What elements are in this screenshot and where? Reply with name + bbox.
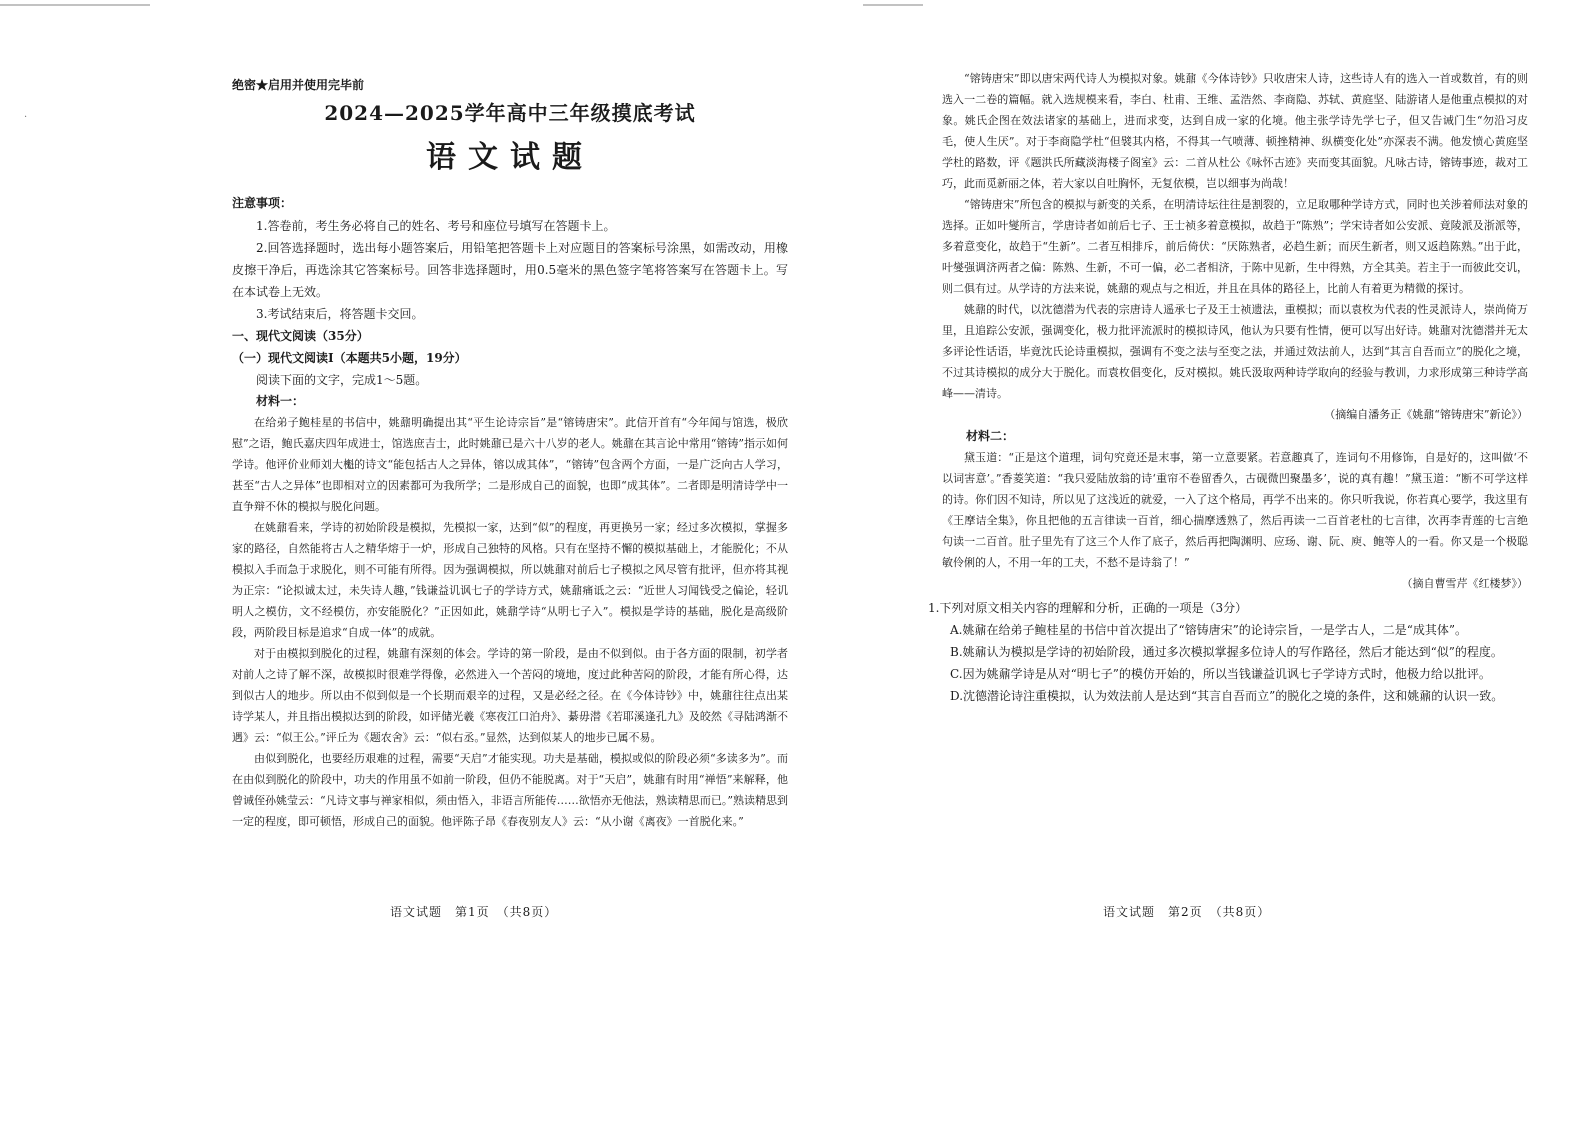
- question-stem: 1.下列对原文相关内容的理解和分析，正确的一项是（3分）: [928, 601, 1248, 615]
- notes-heading: 注意事项：: [232, 196, 293, 210]
- secret-label: 绝密★启用并使用完毕前: [232, 78, 365, 92]
- answer-option: B.姚鼐认为模拟是学诗的初始阶段，通过多次模拟掌握多位诗人的写作路径，然后才能达到“似”的程度。: [950, 645, 1503, 659]
- citation: （摘编自潘务正《姚鼐“镕铸唐宋”新论》）: [1324, 408, 1528, 421]
- answer-option: D.沈德潜论诗注重模拟，认为效法前人是达到“其言自吾而立”的脱化之境的条件，这和姚鼐的认识一致。: [950, 689, 1504, 703]
- page-footer: 语文试题 第2页 （共8页）: [1103, 905, 1271, 919]
- body-paragraph: 由似到脱化，也要经历艰难的过程，需要“天启”才能实现。功夫是基础，模拟或似的阶段必须“多读多为”。而在由似到脱化的阶段中，功夫的作用虽不如前一阶段，但仍不能脱离。对于“天启”，姚鼐有时用“禅悟”来解释，他曾诫侄孙姚莹云：“凡诗文事与禅家相似，须由悟入，非语言所能传……欲悟亦无他法，熟读精思而已。”熟读精思到一定的程度，即可顿悟，形成自己的面貌。他评陈子昂《春夜别友人》云：“从小谢《离夜》一首脱化来。”: [232, 752, 788, 828]
- section-heading: 一、现代文阅读（35分）: [232, 329, 369, 343]
- answer-option: C.因为姚鼐学诗是从对“明七子”的模仿开始的，所以当钱谦益讥讽七子学诗方式时，他极力给以批评。: [950, 667, 1491, 681]
- page-footer: 语文试题 第1页 （共8页）: [390, 905, 558, 919]
- reading-instruction: 阅读下面的文字，完成1～5题。: [256, 373, 428, 387]
- body-paragraph: 姚鼐的时代，以沈德潜为代表的宗唐诗人遥承七子及王士祯遗法，重模拟；而以袁枚为代表的性灵派诗人，崇尚倚万里，且追踪公安派，强调变化，极力批评流派时的模拟诗风，他认为只要有性情，便可以写出好诗。姚鼐对沈德潜并无太多评论性话语，毕竟沈氏论诗重模拟，强调有不变之法与至变之法，并通过效法前人，达到“其言自吾而立”的脱化之境，不过其诗模拟的成分大于脱化。而袁枚倡变化，反对模拟。姚氏汲取两种诗学取向的经验与教训，力求形成第三种诗学高峰——清诗。: [942, 303, 1528, 400]
- body-paragraph: 在给弟子鲍桂星的书信中，姚鼐明确提出其“平生论诗宗旨”是“镕铸唐宋”。此信开首有“今年闻与馆选，极欣慰”之语，鲍氏嘉庆四年成进士，馆选庶吉士，此时姚鼐已是六十八岁的老人。姚鼐在其言论中常用“镕铸”指示如何学诗。他评价业师刘大櫆的诗文“能包括古人之异体，镕以成其体”，“镕铸”包含两个方面，一是广泛向古人学习，甚至“古人之异体”也即相对立的因素都可为我所学；二是形成自己的面貌，也即“成其体”。二者即是明清诗学中一直争辩不休的模拟与脱化问题。: [232, 416, 788, 513]
- note-item: 3.考试结束后，将答题卡交回。: [256, 307, 424, 321]
- scan-noise: [863, 4, 923, 6]
- material-one-label: 材料一：: [256, 394, 305, 408]
- note-item: 2.回答选择题时，选出每小题答案后，用铅笔把答题卡上对应题目的答案标号涂黑，如需改动，用橡皮擦干净后，再选涂其它答案标号。回答非选择题时，用0.5毫米的黑色签字笔将答案写在答题卡上。写在本试卷上无效。: [232, 241, 788, 299]
- subject-title: 语文试题: [426, 140, 594, 175]
- material-two-label: 材料二：: [966, 429, 1015, 443]
- scan-noise: [0, 4, 150, 6]
- body-paragraph: “镕铸唐宋”所包含的模拟与新变的关系，在明清诗坛往往是割裂的，立足取哪种学诗方式，同时也关涉着师法对象的选择。正如叶燮所言，学唐诗者如前后七子、王士祯多着意模拟，故趋于“陈熟”；学宋诗者如公安派、竟陵派及浙派等，多着意变化，故趋于“生新”。二者互相排斥，前后倚伏：“厌陈熟者，必趋生新；而厌生新者，则又返趋陈熟。”出于此，叶燮强调济两者之偏：陈熟、生新，不可一偏，必二者相济，于陈中见新，生中得熟，方全其美。若主于一而彼此交讥，则二俱有过。从学诗的方法来说，姚鼐的观点与之相近，并且在具体的路径上，比前人有着更为精微的探讨。: [942, 198, 1528, 295]
- body-paragraph: 黛玉道：“正是这个道理，词句究竟还是末事，第一立意要紧。若意趣真了，连词句不用修饰，自是好的，这叫做‘不以词害意’。”香菱笑道：“我只爱陆放翁的诗‘重帘不卷留香久，古砚微凹聚墨多’，说的真有趣！”黛玉道：“断不可学这样的诗。你们因不知诗，所以见了这浅近的就爱，一入了这个格局，再学不出来的。你只听我说，你若真心要学，我这里有《王摩诘全集》，你且把他的五言律读一百首，细心揣摩透熟了，然后再读一二百首老杜的七言律，次再李青莲的七言绝句读一二百首。肚子里先有了这三个人作了底子，然后再把陶渊明、应玚、谢、阮、庾、鲍等人的一看。你又是一个极聪敏伶俐的人，不用一年的工夫，不愁不是诗翁了！”: [942, 451, 1528, 569]
- body-paragraph: 在姚鼐看来，学诗的初始阶段是模拟，先模拟一家，达到“似”的程度，再更换另一家；经过多次模拟，掌握多家的路径，自然能将古人之精华熔于一炉，形成自己独特的风格。只有在坚持不懈的模拟基础上，才能脱化；不从模拟入手而急于求脱化，则不可能有所得。因为强调模拟，所以姚鼐对前后七子模拟之风尽管有批评，但亦将其视为正宗：“论拟诚太过，未失诗人趣，”钱谦益讥讽七子的学诗方式，姚鼐痛诋之云：“近世人习闻钱受之偏论，轻讥明人之模仿，文不经模仿，亦安能脱化？”正因如此，姚鼐学诗“从明七子入”。模拟是学诗的基础，脱化是高级阶段，两阶段目标是追求“自成一体”的成就。: [232, 521, 788, 639]
- body-paragraph: “镕铸唐宋”即以唐宋两代诗人为模拟对象。姚鼐《今体诗钞》只收唐宋人诗，这些诗人有的选入一首或数首，有的则选入一二卷的篇幅。就入选规模来看，李白、杜甫、王维、孟浩然、李商隐、苏轼、黄庭坚、陆游诸人是他重点模拟的对象。姚氏企图在效法诸家的基础上，进而求变，达到自成一家的化境。他主张学诗先学七子，但又告诫门生“勿沿习皮毛，使人生厌”。对于李商隐学杜“但襞其内格，不得其一气喷薄、顿挫精神、纵横变化处”亦深表不满。他发愤心黄庭坚学杜的路数，评《题洪氏所藏淡海楼子阁室》云：二首从杜公《咏怀古迹》夹而变其面貌。凡咏古诗，镕铸事迹，裁对工巧，此而觅新丽之体，若大家以自吐胸怀，无复依模，岂以细事为尚哉！: [942, 72, 1528, 190]
- left-column: [232, 76, 788, 832]
- subsection-heading: （一）现代文阅读Ⅰ（本题共5小题，19分）: [232, 351, 467, 365]
- note-item: 1.答卷前，考生务必将自己的姓名、考号和座位号填写在答题卡上。: [256, 219, 616, 233]
- body-paragraph: 对于由模拟到脱化的过程，姚鼐有深刻的体会。学诗的第一阶段，是由不似到似。由于各方面的限制，初学者对前人之诗了解不深，故模拟时很难学得像，必然进入一个苦闷的境地，度过此种苦闷的阶段，才能有所心得，达到似古人的地步。所以由不似到似是一个长期而艰辛的过程，又是必经之径。在《今体诗钞》中，姚鼐往往点出某诗学某人，并且指出模拟达到的阶段，如评储光羲《寒夜江口泊舟》、綦毋潜《若耶溪逢孔九》及皎然《寻陆鸿渐不遇》云：“似王公。”评丘为《题农舍》云：“似右丞。”显然，达到似某人的地步已属不易。: [232, 647, 788, 744]
- answer-option: A.姚鼐在给弟子鲍桂星的书信中首次提出了“镕铸唐宋”的论诗宗旨，一是学古人，二是“成其体”。: [950, 623, 1468, 637]
- right-page: [793, 0, 1587, 1122]
- citation: （摘自曹雪芹《红楼梦》）: [1401, 577, 1528, 590]
- exam-title: 2024—2025学年高中三年级摸底考试: [324, 101, 696, 125]
- right-column: [928, 68, 1528, 707]
- binding-mark: ·: [24, 112, 28, 123]
- left-page: [0, 0, 793, 1122]
